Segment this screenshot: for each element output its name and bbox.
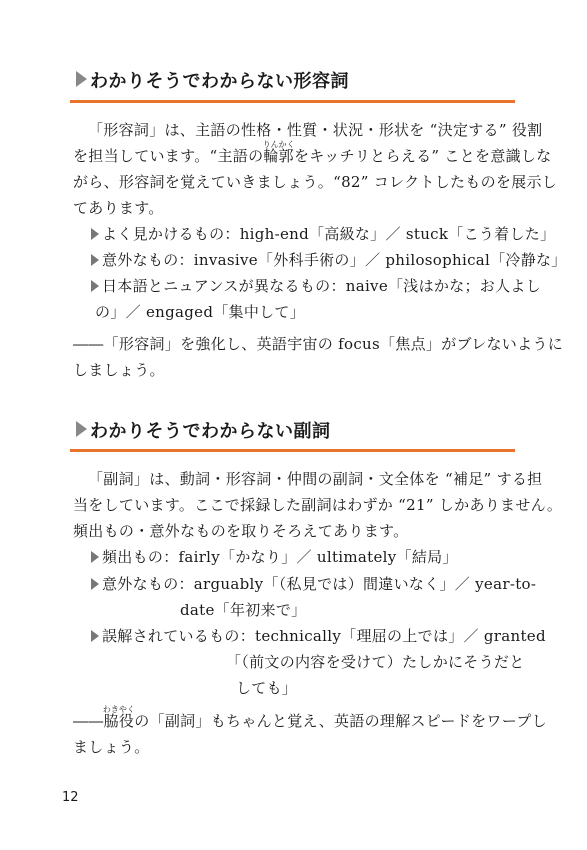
list-item-continuation: 「（前文の内容を受けて）たしかにそうだと <box>226 653 525 671</box>
section-heading-adjectives <box>76 67 516 97</box>
list-item: よく見かけるもの：high-end「高級な」／ stuck「こう着した」 <box>102 225 556 243</box>
triangle-bullet-icon <box>76 71 87 87</box>
triangle-bullet-icon <box>91 578 99 590</box>
section-heading-adverbs <box>76 417 516 447</box>
triangle-bullet-icon <box>91 280 99 292</box>
heading-underline <box>70 100 515 103</box>
ruby-reading: わきやく <box>102 705 135 714</box>
paragraph-line: がら、形容詞を覚えていきましょう。“82” コレクトしたものを展示し <box>73 173 558 191</box>
list-item: 意外なもの：invasive「外科手術の」／ philosophical「冷静な」 <box>102 251 567 269</box>
paragraph-line: 頻出もの・意外なものを取りそろえてあります。 <box>73 522 409 540</box>
triangle-bullet-icon <box>76 421 87 437</box>
triangle-bullet-icon <box>91 551 99 563</box>
paragraph-line: 当をしています。ここで採録した副詞はわずか “21” しかありません。 <box>73 496 563 514</box>
paragraph-line: ――「形容詞」を強化し、英語宇宙の focus「焦点」がブレないように <box>73 335 564 353</box>
list-item: 誤解されているもの：technically「理屈の上では」／ granted <box>102 627 546 645</box>
paragraph-line: ―― わきやく 脇役の「副詞」もちゃんと覚え、英語の理解スピードをワープし <box>73 711 547 731</box>
list-item: 頻出もの：fairly「かなり」／ ultimately「結局」 <box>102 548 458 566</box>
heading-text: わかりそうでわからない副詞 <box>90 421 331 442</box>
paragraph-line: 「副詞」は、動詞・形容詞・仲間の副詞・文全体を “補足” する担 <box>88 470 543 488</box>
list-item-continuation: の」／ engaged「集中して」 <box>95 303 306 321</box>
ruby-reading: りんかく <box>262 140 295 149</box>
list-item: 日本語とニュアンスが異なるもの：naive「浅はかな；お人よし <box>102 277 542 295</box>
page-number: 12 <box>62 790 79 805</box>
triangle-bullet-icon <box>91 630 99 642</box>
ruby-word: わきやく 脇役 <box>104 711 135 731</box>
paragraph-line: 「形容詞」は、主語の性格・性質・状況・形状を “決定する” 役割 <box>88 121 543 139</box>
heading-underline <box>70 449 515 452</box>
heading-text: わかりそうでわからない形容詞 <box>90 71 349 92</box>
triangle-bullet-icon <box>91 228 99 240</box>
paragraph-line: を担当しています。“主語の りんかく 輪郭をキッチリとらえる” ことを意識しな <box>73 146 552 166</box>
ruby-word: りんかく 輪郭 <box>263 146 294 166</box>
list-item-continuation: しても」 <box>236 679 298 697</box>
paragraph-line: てあります。 <box>73 199 164 217</box>
paragraph-line: しましょう。 <box>73 361 165 379</box>
list-item: 意外なもの：arguably「（私見では）間違いなく」／ year-to- <box>102 575 537 593</box>
paragraph-line: ましょう。 <box>73 738 150 756</box>
list-item-continuation: date「年初来で」 <box>180 601 307 619</box>
triangle-bullet-icon <box>91 254 99 266</box>
